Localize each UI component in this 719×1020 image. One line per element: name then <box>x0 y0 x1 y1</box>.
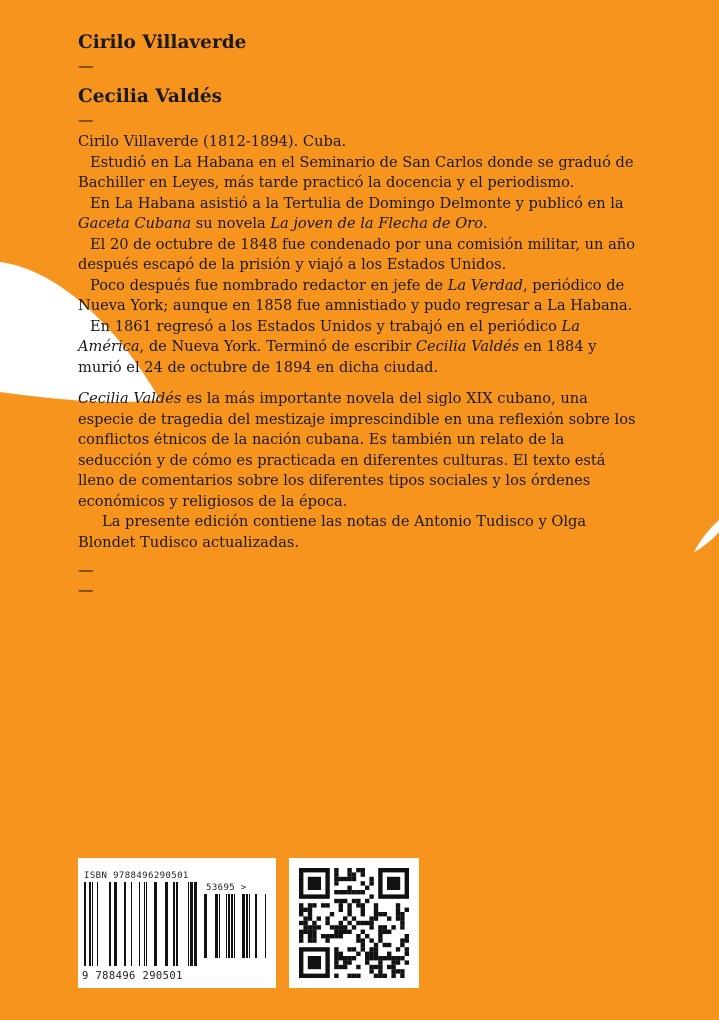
barcode-bar <box>265 894 266 958</box>
qr-module <box>334 952 338 956</box>
barcode-bar <box>165 882 168 966</box>
qr-module <box>391 960 395 964</box>
qr-module <box>308 938 312 942</box>
qr-module <box>387 956 391 960</box>
barcode-bar <box>89 882 91 966</box>
isbn-barcode <box>78 858 276 988</box>
qr-module <box>374 965 378 969</box>
barcode-bar <box>234 894 235 958</box>
qr-module <box>339 930 343 934</box>
qr-module <box>339 908 343 912</box>
qr-module <box>361 938 365 942</box>
qr-module <box>334 960 338 964</box>
barcode-bar <box>146 882 147 966</box>
synopsis-paragraph: La presente edición contiene las notas de Antonio Tudisco y Olga Blondet Tudisco actualizadas. <box>78 513 587 551</box>
qr-module <box>347 886 351 890</box>
qr-module <box>391 974 395 978</box>
qr-module <box>303 930 307 934</box>
qr-module <box>361 903 365 907</box>
qr-module <box>339 965 343 969</box>
qr-module <box>383 930 387 934</box>
qr-module <box>347 921 351 925</box>
qr-module <box>312 934 316 938</box>
qr-module <box>343 930 347 934</box>
bio-paragraph: Estudió en La Habana en el Seminario de San Carlos donde se graduó de Bachiller en Leyes, más tarde practicó la docencia y el periodismo. <box>78 153 634 191</box>
qr-module <box>361 868 365 872</box>
qr-finder-pattern <box>387 877 400 890</box>
qr-module <box>303 908 307 912</box>
qr-module <box>405 947 409 951</box>
qr-module <box>334 868 338 872</box>
qr-module <box>383 925 387 929</box>
qr-module <box>343 877 347 881</box>
book-title: Cecilia Valdés <box>78 86 223 107</box>
qr-module <box>347 877 351 881</box>
qr-module <box>387 965 391 969</box>
qr-module <box>374 916 378 920</box>
qr-module <box>365 956 369 960</box>
qr-module <box>356 921 360 925</box>
qr-module <box>347 868 351 872</box>
qr-module <box>361 890 365 894</box>
qr-module <box>347 947 351 951</box>
qr-module <box>339 952 343 956</box>
qr-module <box>361 872 365 876</box>
isbn-label: ISBN 9788496290501 <box>84 871 189 881</box>
qr-module <box>303 925 307 929</box>
qr-module <box>334 925 338 929</box>
qr-module <box>299 908 303 912</box>
bio-paragraph: En La Habana asistió a la Tertulia de Domingo Delmonte y publicó en la Gaceta Cubana su novela La joven de la Flecha de Oro. <box>78 194 624 232</box>
qr-module <box>356 965 360 969</box>
qr-module <box>339 956 343 960</box>
qr-module <box>343 890 347 894</box>
qr-module <box>369 947 373 951</box>
qr-finder-pattern <box>308 877 321 890</box>
author-name: Cirilo Villaverde <box>78 32 247 53</box>
qr-module <box>334 877 338 881</box>
qr-module <box>347 930 351 934</box>
qr-module <box>321 903 325 907</box>
qr-module <box>374 947 378 951</box>
barcode-bar <box>173 882 175 966</box>
barcode-bar <box>114 882 117 966</box>
barcode-bars <box>78 858 276 988</box>
qr-module <box>334 899 338 903</box>
barcode-bar <box>131 882 132 966</box>
qr-module <box>396 908 400 912</box>
qr-module <box>356 952 360 956</box>
qr-module <box>347 908 351 912</box>
qr-module <box>361 908 365 912</box>
qr-module <box>317 916 321 920</box>
qr-module <box>387 916 391 920</box>
qr-code <box>289 858 419 988</box>
qr-module <box>405 952 409 956</box>
qr-module <box>361 921 365 925</box>
qr-module <box>347 956 351 960</box>
separator-dash: — <box>78 561 94 579</box>
qr-module <box>369 938 373 942</box>
qr-module <box>343 956 347 960</box>
qr-module <box>339 934 343 938</box>
qr-module <box>400 921 404 925</box>
qr-module <box>400 916 404 920</box>
qr-module <box>356 890 360 894</box>
qr-module <box>374 908 378 912</box>
back-cover-text <box>78 30 638 599</box>
qr-module <box>330 912 334 916</box>
barcode-bar <box>204 894 207 958</box>
qr-module <box>365 886 369 890</box>
qr-module <box>356 899 360 903</box>
qr-module <box>365 952 369 956</box>
qr-module <box>383 974 387 978</box>
qr-module <box>369 916 373 920</box>
qr-code-icon <box>289 858 419 988</box>
qr-module <box>334 930 338 934</box>
qr-module <box>378 956 382 960</box>
qr-module <box>312 921 316 925</box>
qr-module <box>365 934 369 938</box>
qr-module <box>299 921 303 925</box>
qr-module <box>356 868 360 872</box>
qr-module <box>378 925 382 929</box>
bio-paragraph: En 1861 regresó a los Estados Unidos y trabajó en el periódico La América, de Nueva York. Terminó de escribir Cecilia Valdés en 1884 y murió el 24 de octubre de 1894 en dicha ciudad. <box>78 317 597 376</box>
qr-module <box>347 974 351 978</box>
qr-module <box>352 956 356 960</box>
qr-module <box>369 877 373 881</box>
qr-module <box>303 916 307 920</box>
qr-module <box>312 925 316 929</box>
qr-module <box>339 903 343 907</box>
qr-module <box>391 965 395 969</box>
qr-module <box>369 881 373 885</box>
qr-module <box>325 916 329 920</box>
qr-module <box>400 956 404 960</box>
qr-module <box>391 956 395 960</box>
qr-module <box>387 930 391 934</box>
barcode-bar <box>144 882 145 966</box>
qr-module <box>347 890 351 894</box>
qr-finder-pattern <box>308 956 321 969</box>
qr-module <box>330 925 334 929</box>
qr-module <box>343 960 347 964</box>
qr-module <box>378 969 382 973</box>
qr-module <box>405 960 409 964</box>
qr-module <box>405 934 409 938</box>
qr-module <box>374 956 378 960</box>
qr-module <box>352 877 356 881</box>
bio-paragraph: El 20 de octubre de 1848 fue condenado por una comisión militar, un año después escapó de la prisión y viajó a los Estados Unidos. <box>78 235 635 273</box>
barcode-bar <box>154 882 157 966</box>
qr-module <box>325 934 329 938</box>
qr-module <box>352 947 356 951</box>
qr-module <box>361 912 365 916</box>
qr-module <box>400 938 404 942</box>
qr-module <box>378 930 382 934</box>
right-white-shape <box>694 520 719 552</box>
barcode-bar <box>215 894 218 958</box>
qr-module <box>321 934 325 938</box>
qr-module <box>334 881 338 885</box>
qr-module <box>378 974 382 978</box>
barcode-bar <box>188 882 189 966</box>
qr-module <box>308 916 312 920</box>
qr-module <box>378 912 382 916</box>
qr-module <box>383 956 387 960</box>
qr-module <box>299 938 303 942</box>
synopsis-paragraph: Cecilia Valdés es la más importante novela del siglo XIX cubano, una especie de tragedia del mestizaje imprescindible en una reflexión sobre los conflictos étnicos de la nación cubana. Es también un relato de la seducción y de cómo es practicada en diferentes culturas. El texto está lleno de comentarios sobre los diferentes tipos sociales y los órdenes económicos y religiosos de la época. <box>78 390 636 510</box>
barcode-bar <box>92 882 93 966</box>
qr-module <box>387 952 391 956</box>
qr-module <box>334 947 338 951</box>
separator-dash: — <box>78 111 94 129</box>
qr-module <box>374 943 378 947</box>
qr-module <box>361 943 365 947</box>
qr-module <box>339 890 343 894</box>
qr-module <box>396 956 400 960</box>
qr-module <box>374 912 378 916</box>
barcode-bar <box>246 894 248 958</box>
qr-module <box>396 916 400 920</box>
qr-module <box>343 965 347 969</box>
qr-module <box>369 952 373 956</box>
qr-module <box>334 956 338 960</box>
qr-module <box>361 881 365 885</box>
qr-module <box>299 912 303 916</box>
qr-module <box>334 974 338 978</box>
qr-module <box>308 908 312 912</box>
qr-module <box>396 960 400 964</box>
qr-module <box>352 974 356 978</box>
qr-module <box>343 925 347 929</box>
qr-module <box>299 903 303 907</box>
qr-module <box>308 930 312 934</box>
qr-module <box>369 969 373 973</box>
qr-module <box>396 912 400 916</box>
qr-module <box>356 903 360 907</box>
qr-module <box>383 912 387 916</box>
qr-module <box>400 912 404 916</box>
qr-module <box>339 899 343 903</box>
qr-module <box>339 921 343 925</box>
qr-module <box>334 890 338 894</box>
qr-module <box>387 943 391 947</box>
qr-module <box>343 916 347 920</box>
qr-module <box>400 925 404 929</box>
separator-dash: — <box>78 581 94 599</box>
qr-module <box>361 930 365 934</box>
qr-module <box>391 969 395 973</box>
barcode-bar <box>219 894 220 958</box>
qr-module <box>347 912 351 916</box>
qr-module <box>339 877 343 881</box>
qr-module <box>400 969 404 973</box>
barcode-bar <box>231 894 233 958</box>
barcode-bar <box>176 882 178 966</box>
qr-module <box>312 930 316 934</box>
qr-module <box>317 925 321 929</box>
qr-module <box>312 938 316 942</box>
qr-module <box>308 934 312 938</box>
qr-module <box>365 960 369 964</box>
qr-module <box>405 908 409 912</box>
qr-module <box>299 934 303 938</box>
qr-module <box>347 960 351 964</box>
barcode-bar <box>242 894 245 958</box>
qr-module <box>396 903 400 907</box>
qr-module <box>334 965 338 969</box>
qr-module <box>365 921 369 925</box>
qr-module <box>400 974 404 978</box>
barcode-bar <box>190 882 193 966</box>
barcode-bar <box>139 882 140 966</box>
barcode-bar <box>255 894 257 958</box>
barcode-bar <box>124 882 126 966</box>
qr-module <box>352 916 356 920</box>
qr-module <box>325 921 329 925</box>
qr-module <box>378 965 382 969</box>
bio-paragraph: Poco después fue nombrado redactor en jefe de La Verdad, periódico de Nueva York; aunque en 1858 fue amnistiado y pudo regresar a La Habana. <box>78 276 633 314</box>
qr-module <box>299 930 303 934</box>
barcode-bar <box>249 894 250 958</box>
barcode-bar <box>84 882 86 966</box>
qr-module <box>352 872 356 876</box>
biography <box>78 132 638 378</box>
qr-module <box>369 925 373 929</box>
qr-module <box>334 934 338 938</box>
qr-module <box>325 903 329 907</box>
barcode-bar <box>228 894 230 958</box>
qr-module <box>369 921 373 925</box>
qr-module <box>339 925 343 929</box>
barcode-bar <box>97 882 98 966</box>
qr-module <box>356 934 360 938</box>
barcode-bar <box>109 882 111 966</box>
qr-module <box>369 965 373 969</box>
qr-module <box>308 912 312 916</box>
synopsis <box>78 389 638 553</box>
barcode-addon-number: 53695 > <box>206 883 247 893</box>
qr-module <box>369 956 373 960</box>
qr-module <box>312 903 316 907</box>
bio-paragraph: Cirilo Villaverde (1812-1894). Cuba. <box>78 133 347 150</box>
qr-module <box>308 925 312 929</box>
qr-module <box>330 934 334 938</box>
qr-module <box>391 925 395 929</box>
qr-module <box>396 969 400 973</box>
barcode-bar <box>226 894 227 958</box>
separator-dash: — <box>78 57 94 75</box>
qr-module <box>378 938 382 942</box>
qr-module <box>352 925 356 929</box>
qr-module <box>343 899 347 903</box>
qr-module <box>383 943 387 947</box>
qr-module <box>400 943 404 947</box>
qr-module <box>361 947 365 951</box>
qr-module <box>352 899 356 903</box>
qr-module <box>405 938 409 942</box>
qr-module <box>374 952 378 956</box>
qr-module <box>356 974 360 978</box>
qr-module <box>374 903 378 907</box>
qr-module <box>347 903 351 907</box>
qr-module <box>347 872 351 876</box>
barcode-bar <box>194 882 197 966</box>
qr-module <box>396 947 400 951</box>
qr-module <box>325 938 329 942</box>
qr-module <box>303 921 307 925</box>
qr-module <box>374 974 378 978</box>
barcode-digits: 9 788496 290501 <box>82 970 183 982</box>
qr-module <box>308 903 312 907</box>
qr-module <box>365 899 369 903</box>
qr-module <box>378 934 382 938</box>
qr-module <box>352 890 356 894</box>
qr-module <box>369 894 373 898</box>
qr-module <box>378 960 382 964</box>
qr-module <box>334 872 338 876</box>
qr-module <box>356 938 360 942</box>
